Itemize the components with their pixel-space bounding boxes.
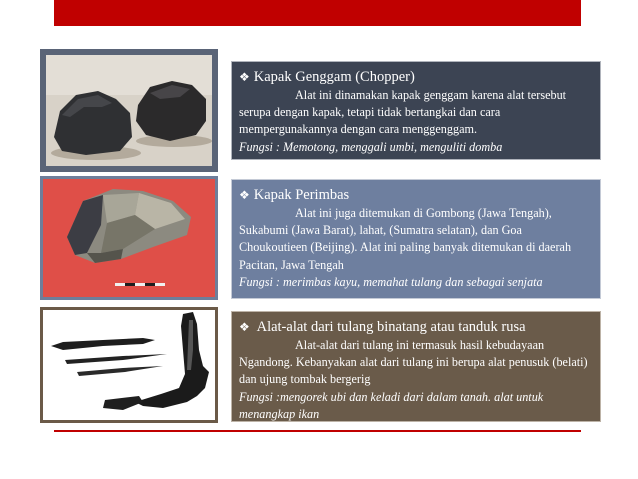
section-title-text: Kapak Perimbas xyxy=(253,187,350,203)
diamond-bullet-icon: ❖ xyxy=(239,320,250,334)
hand-axe-image xyxy=(43,179,215,297)
info-box-kapak-genggam xyxy=(231,61,601,160)
section-function: Fungsi :mengorek ubi dan keladi dari dalam tanah. alat untuk menangkap ikan xyxy=(239,389,544,421)
photo-kapak-perimbas xyxy=(40,176,218,300)
bottom-divider-line xyxy=(54,430,581,432)
section-body: Alat ini juga ditemukan di Gombong (Jawa Tengah), Sukabumi (Jawa Barat), lahat, (Sumatra selatan), dan Goa Choukoutieen (Beijing). Alat ini paling banyak ditemukan di daerah Pacitan, Jawa Tengah xyxy=(239,206,572,272)
section-title-text: Kapak Genggam (Chopper) xyxy=(253,69,415,85)
bone-tools-image xyxy=(43,310,215,420)
section-function: Fungsi : merimbas kayu, memahat tulang dan sebagai senjata xyxy=(239,274,543,289)
title-bar-decoration xyxy=(54,0,581,26)
section-title-text: Alat-alat dari tulang binatang atau tanduk rusa xyxy=(256,319,526,335)
section-title xyxy=(239,186,593,204)
section-title xyxy=(239,68,593,86)
diamond-bullet-icon: ❖ xyxy=(239,70,250,84)
photo-kapak-genggam xyxy=(40,49,218,172)
info-box-alat-tulang xyxy=(231,311,601,422)
info-box-kapak-perimbas xyxy=(231,179,601,299)
diamond-bullet-icon: ❖ xyxy=(239,188,250,202)
section-body: Alat ini dinamakan kapak genggam karena alat tersebut serupa dengan kapak, tetapi tidak bertangkai dan cara mempergunakannya dengan cara menggenggam. xyxy=(239,88,567,137)
section-title xyxy=(239,318,593,336)
chopper-stones-image xyxy=(46,55,212,166)
photo-alat-tulang xyxy=(40,307,218,423)
section-body: Alat-alat dari tulang ini termasuk hasil kebudayaan Ngandong. Kebanyakan alat dari tulang ini berupa alat penusuk (belati) dan ujung tombak bergerig xyxy=(239,338,588,387)
section-function: Fungsi : Memotong, menggali umbi, menguliti domba xyxy=(239,139,503,154)
